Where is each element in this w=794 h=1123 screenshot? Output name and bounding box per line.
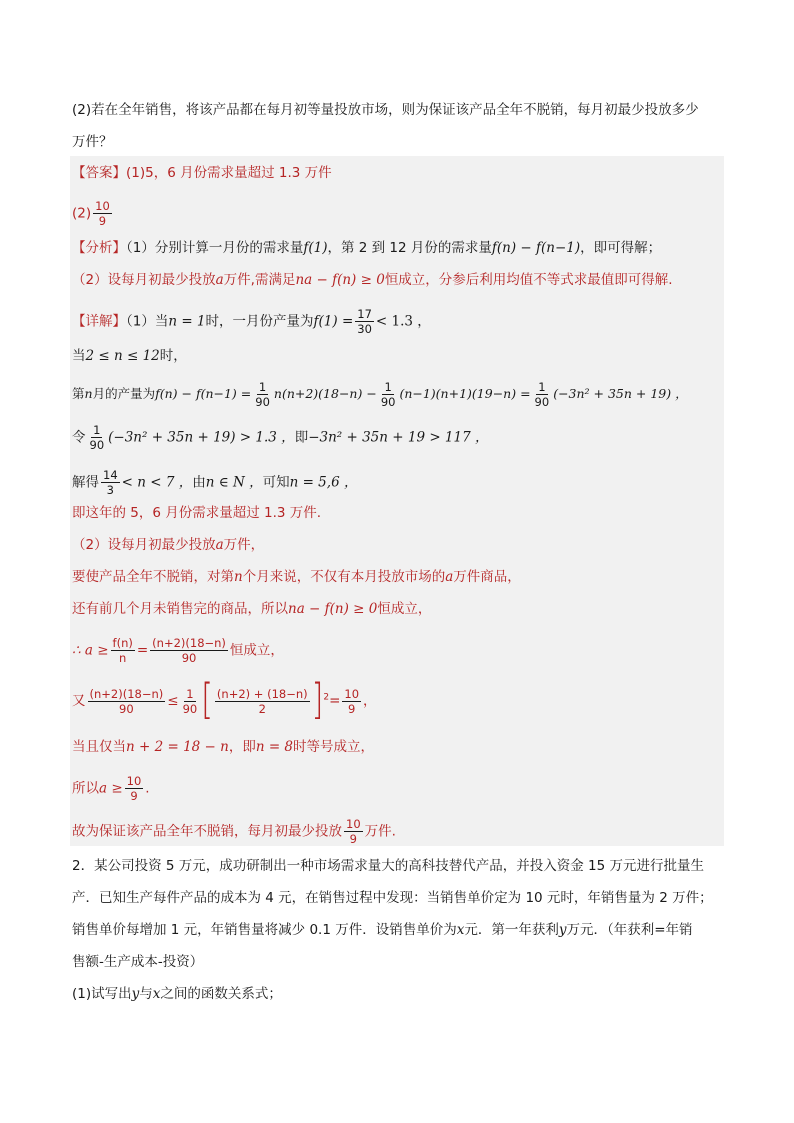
question2-line2: 产．已知生产每件产品的成本为 4 元，在销售过程中发现：当销售单价定为 10 元时，年销售量为 2 万件； — [72, 890, 713, 906]
answer-tag: 【答案】 — [72, 165, 126, 181]
detail-tag: 【详解】 — [72, 313, 126, 330]
detail-line9 — [72, 599, 431, 619]
fraction-denominator: 9 — [349, 832, 357, 846]
text: 之间的函数关系式； — [160, 986, 282, 1002]
fraction-denominator: 90 — [89, 438, 105, 452]
detail-line13 — [72, 774, 150, 803]
text: 时， — [159, 348, 187, 364]
text: 万件商品， — [453, 569, 521, 585]
text: 销售单价每增加 1 元，年销售量将减少 0.1 万件．设销售单价为 — [72, 922, 457, 938]
text: 可知 — [262, 474, 290, 491]
math: ∴ a ≥ — [72, 642, 109, 659]
math: 2 ≤ n ≤ 12 — [85, 348, 160, 364]
math: (n−1)(n+1)(19−n) = — [399, 386, 531, 401]
analysis-tag: 【分析】 — [72, 240, 126, 256]
text: 第 — [72, 386, 85, 401]
fraction — [150, 636, 228, 665]
text: 还有前几个月未销售完的商品，所以 — [72, 601, 288, 617]
math: y — [131, 986, 140, 1002]
fraction-denominator: n — [119, 651, 127, 665]
detail-line5 — [72, 468, 357, 497]
fraction — [344, 817, 363, 846]
math: na − f(n) ≥ 0 — [295, 272, 385, 288]
fraction — [533, 380, 552, 409]
math: a — [445, 569, 454, 585]
detail-line1 — [72, 307, 431, 336]
fraction — [379, 380, 398, 409]
fraction-numerator: (n+2)(18−n) — [89, 686, 164, 701]
text: ，第 2 到 12 月份的需求量 — [327, 240, 492, 256]
text: 当 — [72, 348, 86, 364]
fraction-denominator: 90 — [255, 395, 270, 409]
text: 令 — [72, 429, 86, 446]
answer-part2-prefix: (2) — [72, 205, 92, 222]
fraction — [181, 687, 200, 716]
text: 即 — [294, 429, 309, 446]
text: （2）设每月初最少投放 — [72, 272, 216, 288]
fraction-denominator: 90 — [119, 701, 134, 716]
text: 要使产品全年不脱销，对第 — [72, 569, 234, 585]
fraction — [342, 687, 361, 716]
math: y — [558, 922, 567, 938]
math: a — [215, 272, 224, 288]
detail-line14 — [72, 817, 396, 846]
fraction — [111, 636, 135, 665]
math: a ≥ — [99, 780, 123, 797]
math: f(n) − f(n−1) — [491, 240, 581, 256]
detail-line3 — [72, 380, 688, 409]
math: = — [136, 642, 149, 659]
fraction-denominator: 90 — [182, 701, 198, 716]
question2-line1: 2．某公司投资 5 万元，成功研制出一种市场需求量大的高科技替代产品，并投入资金 15 万元进行批量生 — [72, 858, 705, 874]
text: 元．第一年获利 — [464, 922, 559, 938]
math: n ∈ N ， — [205, 474, 263, 491]
text: 与 — [139, 986, 153, 1002]
math: x — [456, 922, 465, 938]
fraction-denominator: 90 — [534, 395, 550, 409]
fraction-denominator: 90 — [380, 395, 396, 409]
text: （1）当 — [126, 313, 169, 330]
math: n — [84, 386, 93, 401]
math: −3n² + 35n + 19 > 117 ， — [308, 429, 489, 446]
fraction-denominator: 90 — [181, 651, 197, 665]
text: ， — [363, 693, 377, 709]
text: 万元．（年获利=年销 — [566, 922, 693, 938]
detail-line4 — [72, 423, 489, 452]
math: n = 5,6 ， — [289, 474, 358, 491]
fraction-numerator: 1 — [538, 380, 546, 394]
fraction-numerator: 17 — [357, 307, 372, 321]
question2-line4: 售额-生产成本-投资） — [72, 954, 204, 970]
math: ≤ — [167, 693, 179, 709]
detail-line8 — [72, 567, 521, 587]
fraction — [88, 687, 166, 716]
text: 时，一月份产量为 — [205, 313, 314, 330]
fraction — [253, 380, 272, 409]
fraction-numerator: 10 — [95, 199, 110, 213]
math: x — [152, 986, 161, 1002]
fraction — [125, 774, 144, 803]
text: ，即可得解； — [580, 240, 662, 256]
math: f(n) − f(n−1) = — [155, 386, 252, 401]
math: n(n+2)(18−n) − — [273, 386, 377, 401]
fraction-numerator: (n+2)(18−n) — [152, 636, 226, 650]
text: 所以 — [72, 780, 99, 797]
question-part2-line1: (2)若在全年销售，将该产品都在每月初等量投放市场，则为保证该产品全年不脱销，每月初最少投放多少 — [72, 102, 699, 118]
math: (−3n² + 35n + 19) > 1.3 ， — [108, 429, 295, 446]
fraction-denominator: 9 — [130, 789, 138, 803]
text: （2）设每月初最少投放 — [72, 537, 216, 553]
text: (1)试写出 — [72, 986, 132, 1002]
exponent: 2 — [323, 692, 330, 703]
math: = — [329, 693, 341, 709]
text: 时等号成立， — [293, 739, 375, 755]
fraction-denominator: 9 — [348, 701, 356, 716]
fraction-numerator: (n+2) + (18−n) — [216, 686, 308, 701]
text: 恒成立，分参后利用均值不等式求最值即可得解. — [384, 272, 673, 288]
answer-part2-fraction — [93, 199, 112, 228]
fraction-numerator: 1 — [258, 380, 267, 394]
analysis-line2 — [72, 270, 673, 290]
fraction-numerator: 10 — [344, 686, 360, 701]
detail-line12 — [72, 737, 374, 757]
text: ，即 — [228, 739, 256, 755]
right-bracket: ] — [311, 675, 324, 725]
text: 万件,需满足 — [223, 272, 296, 288]
fraction-numerator: 10 — [346, 817, 361, 831]
text: 恒成立， — [229, 642, 284, 659]
math: n + 2 = 18 − n — [126, 739, 229, 755]
fraction-denominator: 9 — [98, 214, 107, 228]
fraction — [215, 687, 310, 716]
text: 由 — [192, 474, 206, 491]
text: 恒成立， — [377, 601, 432, 617]
left-bracket: [ — [201, 675, 213, 725]
math: n = 8 — [255, 739, 294, 755]
analysis-line1 — [72, 238, 661, 258]
text: 故为保证该产品全年不脱销，每月初最少投放 — [72, 823, 342, 840]
detail-line7 — [72, 535, 264, 555]
fraction-numerator: 14 — [103, 468, 118, 482]
text: （1）分别计算一月份的需求量 — [126, 240, 304, 256]
text: 个月来说，不仅有本月投放市场的 — [242, 569, 446, 585]
question2-line3 — [72, 920, 693, 940]
fraction — [88, 423, 107, 452]
fraction-numerator: 1 — [384, 380, 392, 394]
detail-line2 — [72, 346, 187, 366]
math: f(1) = — [313, 313, 354, 330]
fraction-numerator: 10 — [126, 774, 142, 788]
fraction-denominator: 3 — [106, 483, 114, 497]
fraction-denominator: 2 — [258, 701, 266, 716]
fraction-numerator: 1 — [93, 423, 101, 437]
text: 解得 — [72, 474, 99, 491]
math: a — [215, 537, 224, 553]
fraction-numerator: f(n) — [112, 636, 133, 650]
text: 又 — [72, 693, 86, 709]
answer-line2 — [72, 199, 114, 228]
text: 当且仅当 — [72, 739, 126, 755]
fraction-denominator: 30 — [357, 322, 372, 336]
math: n — [234, 569, 243, 585]
math: n = 1 — [168, 313, 206, 330]
question2-line5 — [72, 984, 282, 1004]
math: (−3n² + 35n + 19) ， — [553, 386, 688, 401]
detail-line10 — [72, 636, 284, 665]
answer-part1: (1)5，6 月份需求量超过 1.3 万件 — [126, 165, 332, 181]
text: 万件. — [364, 823, 396, 840]
math: na − f(n) ≥ 0 — [288, 601, 378, 617]
fraction — [101, 468, 120, 497]
detail-line11 — [72, 675, 377, 725]
text: 月的产量为 — [92, 386, 156, 401]
fraction-numerator: 1 — [186, 686, 194, 701]
text: . — [145, 780, 150, 797]
math: f(1) — [303, 240, 328, 256]
answer-line1 — [72, 163, 332, 183]
text: 万件， — [223, 537, 265, 553]
question-part2-line2: 万件？ — [72, 134, 113, 150]
fraction — [355, 307, 374, 336]
math: < 1.3 ， — [375, 313, 431, 330]
math: < n < 7 ， — [121, 474, 193, 491]
detail-line6: 即这年的 5，6 月份需求量超过 1.3 万件. — [72, 505, 322, 521]
